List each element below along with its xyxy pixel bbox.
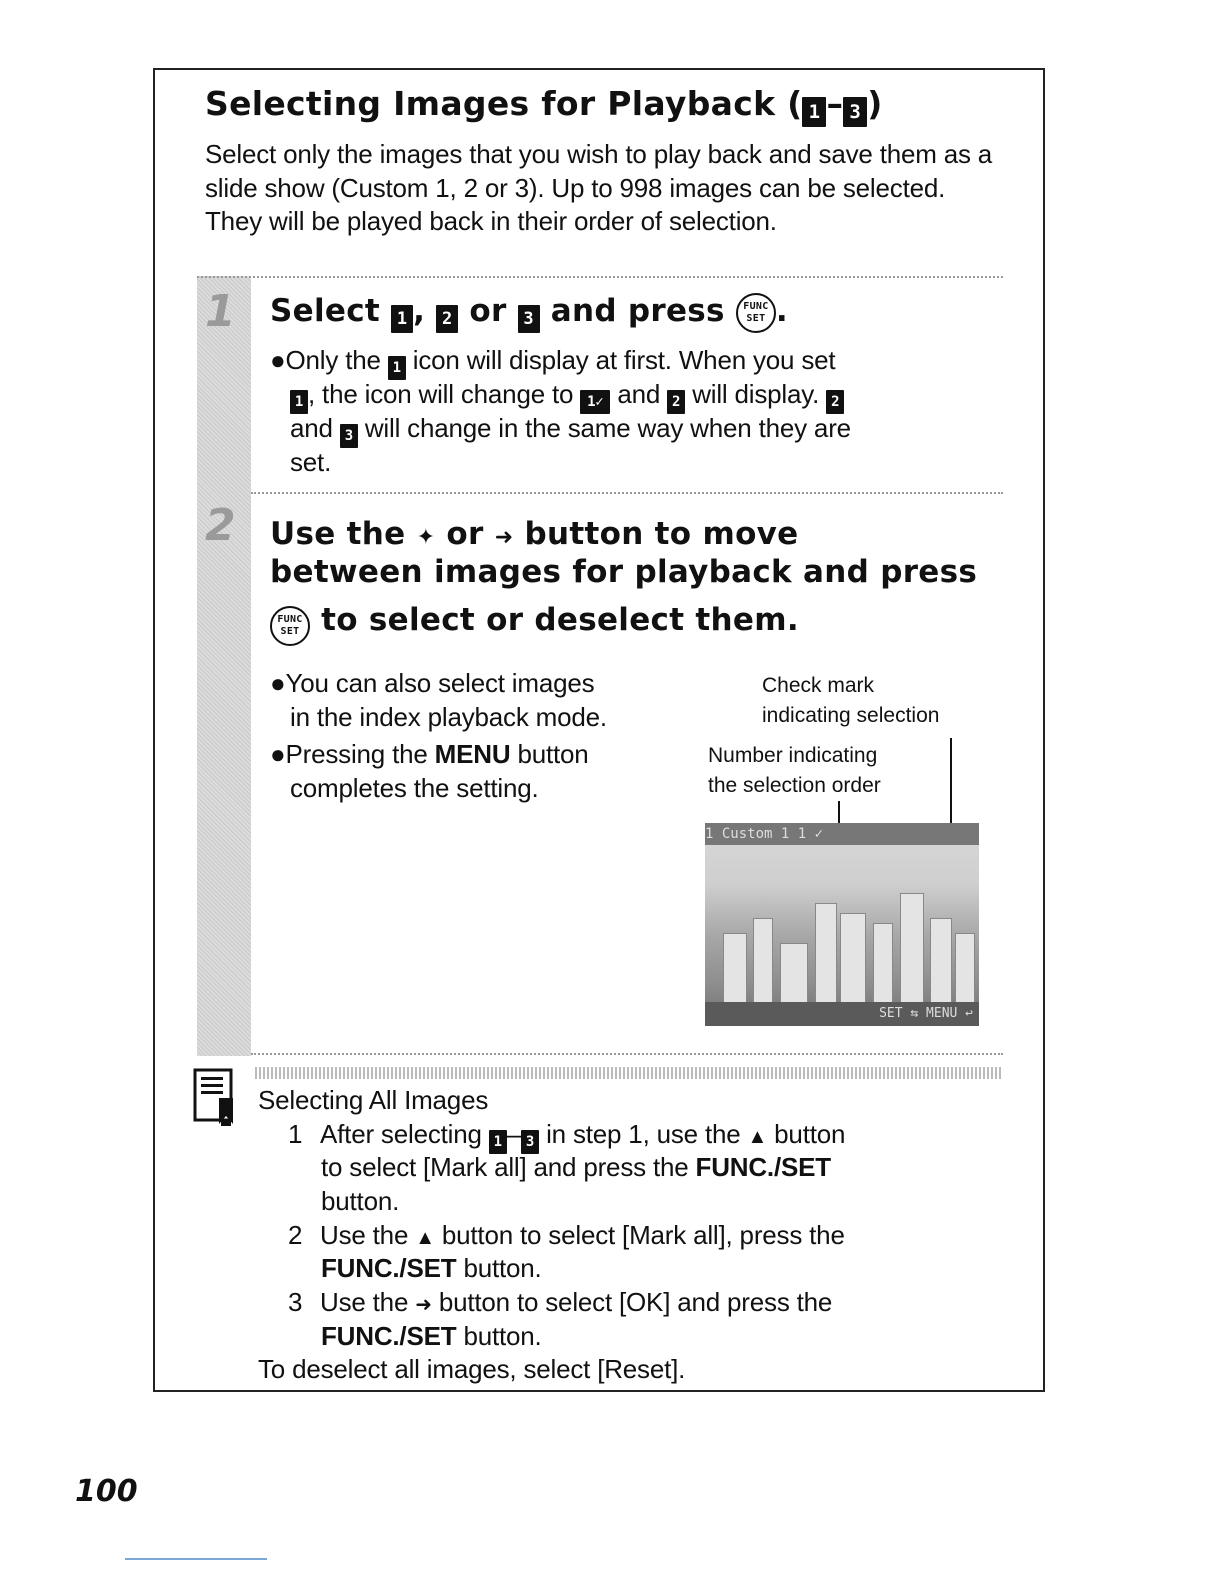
step1-text-e: will display. bbox=[692, 379, 820, 409]
page-number: 100 bbox=[75, 1474, 138, 1509]
note-text: Use the bbox=[320, 1287, 409, 1317]
note-item-number: 2 bbox=[288, 1220, 303, 1250]
step-2-heading-line3 bbox=[270, 601, 799, 646]
step2-button: button bbox=[517, 739, 589, 769]
title-dash: – bbox=[826, 84, 844, 123]
custom-1-icon: 1 bbox=[290, 390, 308, 414]
custom-1-icon: 1 bbox=[489, 1130, 507, 1154]
step1-text-g: will change in the same way when they are bbox=[364, 413, 851, 443]
step1-bullet-line2 bbox=[290, 377, 844, 414]
note-item-2-line2 bbox=[321, 1252, 542, 1286]
menu-label: MENU bbox=[434, 739, 511, 769]
step2-use-the: Use the bbox=[270, 516, 406, 552]
left-arrow-icon: ✦ bbox=[416, 525, 436, 550]
custom-2-icon: 2 bbox=[436, 305, 458, 333]
step2-button-to-move: button to move bbox=[524, 516, 799, 552]
intro-paragraph: Select only the images that you wish to play back and save them as a slide show (Custom 1, 2 or 3). Up to 998 images can be selected. They will be played back in their order of selection. bbox=[205, 139, 993, 236]
note-item-3-line1 bbox=[288, 1286, 832, 1323]
note-text: After selecting bbox=[320, 1119, 482, 1149]
callout-check-mark-line2: indicating selection bbox=[762, 704, 940, 727]
step1-text-c: , the icon will change to bbox=[308, 379, 574, 409]
custom-1-icon: 1 bbox=[391, 305, 413, 333]
memo-note-icon bbox=[193, 1068, 237, 1128]
note-text: button. bbox=[463, 1321, 542, 1351]
custom-3-icon: 3 bbox=[521, 1130, 539, 1154]
note-dash: – bbox=[506, 1119, 522, 1149]
step2-select-text: to select or deselect them. bbox=[321, 602, 799, 638]
step1-text-f: and bbox=[290, 413, 333, 443]
callout-number-line2: the selection order bbox=[708, 774, 881, 797]
step-2-heading-line1 bbox=[270, 515, 799, 557]
func-set-label: FUNC./SET bbox=[695, 1152, 831, 1182]
step1-bullet-line4: set. bbox=[290, 447, 332, 477]
note-item-2-line1 bbox=[288, 1219, 845, 1256]
custom-2-icon: 2 bbox=[826, 390, 844, 414]
page-title bbox=[205, 84, 883, 127]
custom-1-icon: 1 bbox=[802, 97, 826, 127]
note-item-3-line2 bbox=[321, 1320, 542, 1354]
note-item-number: 1 bbox=[288, 1119, 303, 1149]
note-item-number: 3 bbox=[288, 1287, 303, 1317]
note-item-1-line3: button. bbox=[321, 1186, 400, 1216]
func-set-button-icon: FUNC SET bbox=[736, 293, 776, 333]
right-arrow-icon: ➜ bbox=[415, 1294, 432, 1316]
note-item-1-line2 bbox=[321, 1151, 831, 1185]
right-arrow-icon: ➜ bbox=[494, 525, 514, 550]
up-arrow-icon: ▲ bbox=[415, 1227, 435, 1249]
step1-period: . bbox=[775, 293, 788, 329]
custom-1-icon: 1 bbox=[388, 356, 406, 380]
step1-and-press: and press bbox=[550, 293, 725, 329]
note-text: to select [Mark all] and press the bbox=[321, 1152, 689, 1182]
step1-text-a: ●Only the bbox=[270, 345, 381, 375]
step1-text-b: icon will display at first. When you set bbox=[412, 345, 836, 375]
note-text: button to select [OK] and press the bbox=[438, 1287, 833, 1317]
step1-or: or bbox=[469, 293, 507, 329]
func-set-button-icon: FUNC SET bbox=[270, 606, 310, 646]
up-arrow-icon: ▲ bbox=[747, 1126, 768, 1148]
note-text: button to select [Mark all], press the bbox=[441, 1220, 845, 1250]
func-set-label: FUNC./SET bbox=[321, 1253, 457, 1283]
note-item-1-line1 bbox=[288, 1118, 845, 1155]
step-2-heading-line2: between images for playback and press bbox=[270, 554, 978, 590]
title-close: ) bbox=[867, 84, 883, 123]
note-text: in step 1, use the bbox=[546, 1119, 741, 1149]
step1-comma: , bbox=[413, 293, 426, 329]
note-text: button. bbox=[463, 1253, 542, 1283]
page-title-text: Selecting Images for Playback ( bbox=[205, 84, 803, 123]
step-2-number: 2 bbox=[205, 500, 236, 551]
step2-bullet1-line2: in the index playback mode. bbox=[290, 702, 607, 732]
step2-pressing: ●Pressing the bbox=[270, 739, 428, 769]
custom-3-icon: 3 bbox=[518, 305, 540, 333]
step1-top-divider bbox=[197, 276, 1003, 278]
lcd-screen-image bbox=[705, 823, 979, 1026]
func-set-label: FUNC./SET bbox=[321, 1321, 457, 1351]
step2-bullet2-line1 bbox=[270, 737, 589, 771]
step2-or: or bbox=[446, 516, 484, 552]
callout-check-mark-line1: Check mark bbox=[762, 674, 875, 697]
note-footer: To deselect all images, select [Reset]. bbox=[258, 1354, 686, 1384]
lcd-top-bar: 1 Custom 1 1 ✓ bbox=[705, 823, 979, 845]
step-1-heading bbox=[270, 292, 788, 333]
custom-3-icon: 3 bbox=[340, 424, 358, 448]
lcd-bottom-bar: SET ⇆ MENU ↩ bbox=[705, 1002, 979, 1026]
step2-bottom-divider bbox=[251, 1053, 1003, 1055]
step1-select: Select bbox=[270, 293, 380, 329]
step2-bullet1-line1: ●You can also select images bbox=[270, 668, 595, 698]
custom-3-icon: 3 bbox=[843, 97, 867, 127]
note-text: Use the bbox=[320, 1220, 409, 1250]
note-text: button bbox=[774, 1119, 846, 1149]
custom-1-checked-icon: 1✓ bbox=[580, 390, 610, 414]
custom-2-icon: 2 bbox=[667, 390, 685, 414]
step-band bbox=[197, 276, 251, 1056]
step2-bullet2-line2: completes the setting. bbox=[290, 773, 539, 803]
note-heading: Selecting All Images bbox=[258, 1085, 489, 1115]
step2-top-divider bbox=[251, 492, 1003, 494]
step1-bullet-line1 bbox=[270, 343, 835, 380]
step1-text-d: and bbox=[617, 379, 661, 409]
callout-number-line1: Number indicating bbox=[708, 744, 878, 767]
bottom-rule bbox=[125, 1558, 267, 1560]
note-separator bbox=[255, 1067, 1003, 1079]
step1-bullet-line3 bbox=[290, 411, 851, 448]
step-1-number: 1 bbox=[205, 286, 236, 337]
